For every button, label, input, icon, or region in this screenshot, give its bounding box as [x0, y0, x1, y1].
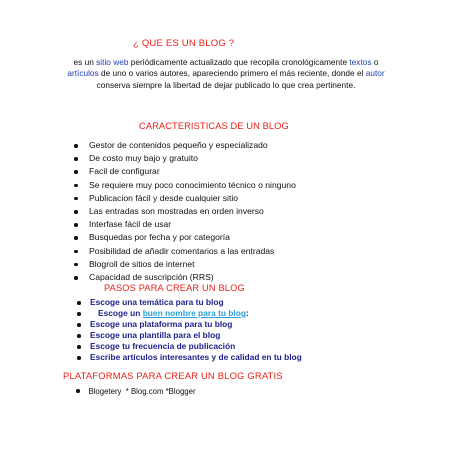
list-item: Gestor de contenidos pequeño y especializado	[72, 139, 296, 152]
list-item: Blogroll de sitios de internet	[72, 258, 296, 271]
step-item: Escoge una plataforma para tu blog	[76, 319, 302, 330]
list-item: Busquedas por fecha y por categoría	[72, 231, 296, 244]
section-title-caracteristicas: CARACTERISTICAS DE UN BLOG	[139, 121, 289, 131]
step-text: :	[245, 308, 249, 319]
platforms-text: Blogetery * Blog.com *Blogger	[88, 387, 196, 396]
bullet-icon	[76, 389, 80, 393]
intro-text-4: de uno o varios autores, apareciendo primero el más reciente, donde el	[98, 68, 366, 79]
intro-paragraph	[66, 57, 386, 91]
list-item: Capacidad de suscripción (RRS)	[72, 271, 296, 284]
link-textos[interactable]: textos	[349, 57, 372, 67]
step-text: Escoge un	[98, 308, 143, 319]
characteristics-list	[72, 139, 296, 284]
intro-text-2: periódicamente actualizado que recopila cronológicamente	[128, 57, 350, 67]
step-item: Escoge una temática para tu blog	[76, 297, 302, 308]
link-buen-nombre[interactable]: buen nombre para tu blog	[142, 308, 246, 319]
step-item: Escoge tu frecuencia de publicación	[76, 341, 302, 352]
intro-text-3: o	[371, 57, 379, 67]
list-item: Se requiere muy poco conocimiento técnico o ninguno	[72, 179, 296, 192]
list-item: Las entradas son mostradas en orden inverso	[72, 205, 296, 218]
section-title-plataformas: PLATAFORMAS PARA CREAR UN BLOG GRATIS	[63, 370, 283, 381]
intro-text-1: es un	[73, 57, 97, 67]
link-autor[interactable]: autor	[365, 68, 385, 79]
step-item: Escribe artículos interesantes y de calidad en tu blog	[76, 352, 302, 363]
steps-list	[76, 297, 302, 364]
link-articulos[interactable]: artículos	[67, 68, 99, 79]
step-item	[76, 308, 302, 319]
platforms-line	[76, 387, 196, 396]
section-title-pasos: PASOS PARA CREAR UN BLOG	[104, 283, 245, 293]
section-title-que-es-un-blog: ¿ QUE ES UN BLOG ?	[133, 38, 235, 49]
list-item: Facil de configurar	[72, 165, 296, 178]
list-item: Publicacion fácil y desde cualquier sitio	[72, 192, 296, 205]
list-item: Posibilidad de añadir comentarios a las entradas	[72, 245, 296, 258]
intro-text-5: conserva siempre la libertad de dejar publicado lo que crea pertinente.	[96, 79, 356, 90]
list-item: De costo muy bajo y gratuito	[72, 152, 296, 165]
step-item: Escoge una plantilla para el blog	[76, 330, 302, 341]
link-sitio-web[interactable]: sitio web	[96, 57, 129, 67]
list-item: Interfase fácil de usar	[72, 218, 296, 231]
